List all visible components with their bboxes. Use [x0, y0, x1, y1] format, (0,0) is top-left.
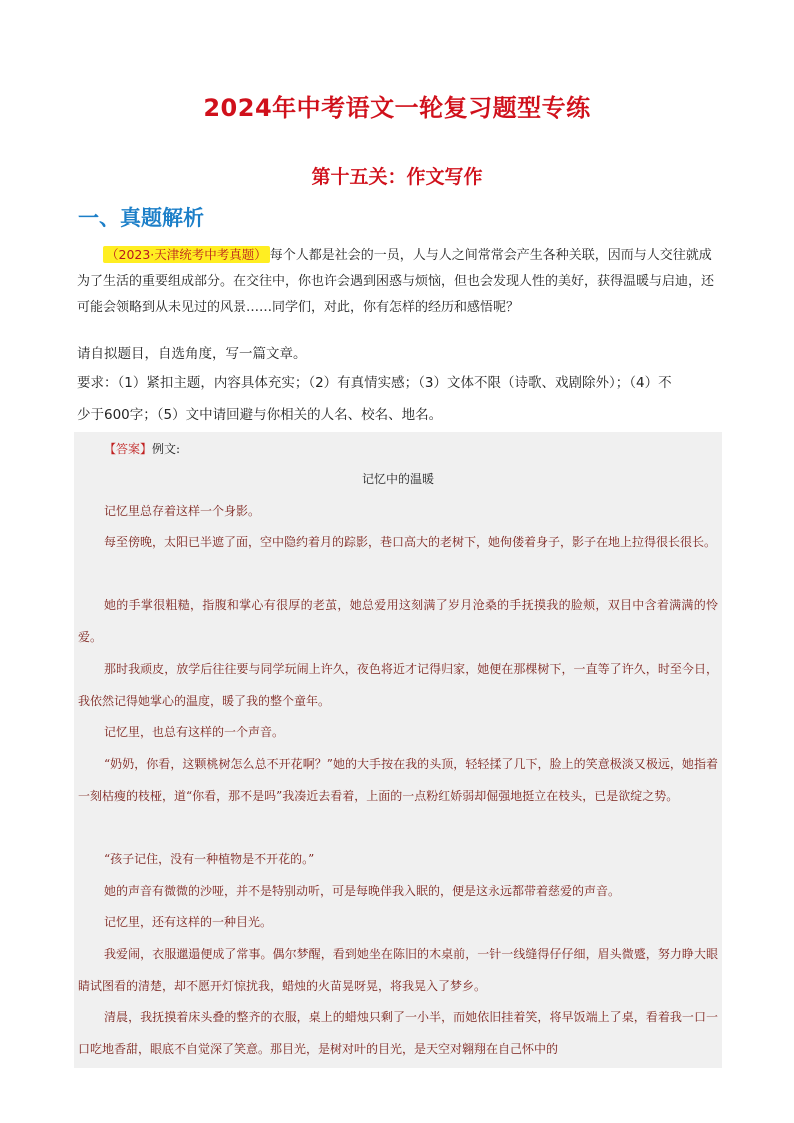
essay-paragraph: 记忆里，还有这样的一种目光。: [104, 915, 273, 929]
answer-header: [104, 440, 180, 457]
requirements-line-1: 要求：（1）紧扣主题，内容具体充实；（2）有真情实感；（3）文体不限（诗歌、戏剧除外）；（4）不: [77, 375, 672, 391]
question-text: 每个人都是社会的一员，人与人之间常常会产生各种关联，因而与人交往就成为了生活的重要组成部分。在交往中，你也许会遇到困惑与烦恼，但也会发现人性的美好，获得温暖与启迪，还可能会领略到从未见过的风景……同学们，对此，你有怎样的经历和感悟呢？: [77, 248, 715, 315]
essay-paragraph: 记忆里总存着这样一个身影。: [104, 504, 261, 518]
source-tag: （2023·天津统考中考真题）: [103, 246, 270, 263]
requirements-line-2: 少于600字；（5）文中请回避与你相关的人名、校名、地名。: [77, 407, 443, 423]
essay-paragraph: 那时我顽皮，放学后往往要与同学玩闹上许久，夜色将近才记得归家，她便在那棵树下，一直等了许久，时至今日，我依然记得她掌心的温度，暖了我的整个童年。: [78, 662, 718, 708]
section-heading: 一、真题解析: [78, 202, 204, 232]
essay-paragraph: “孩子记住，没有一种植物是不开花的。”: [104, 852, 315, 866]
essay-paragraph: “奶奶，你看，这颗桃树怎么总不开花啊？”她的大手按在我的头顶，轻轻揉了几下，脸上的笑意极淡又极远，她指着一刻枯瘦的枝桠，道“你看，那不是吗”我凑近去看着，上面的一点粉红娇弱却倔强地挺立在枝头，已是欲绽之势。: [78, 757, 718, 803]
answer-label-suffix: 例文:: [152, 442, 181, 456]
page-title: 2024年中考语文一轮复习题型专练: [203, 94, 591, 122]
page-subtitle: 第十五关：作文写作: [311, 166, 483, 188]
essay-paragraph: 她的声音有微微的沙哑，并不是特别动听，可是每晚伴我入眠的，便是这永远都带着慈爱的声音。: [104, 884, 621, 898]
question-prompt: [77, 242, 721, 321]
essay-paragraph: 她的手掌很粗糙，指腹和掌心有很厚的老茧，她总爱用这刻满了岁月沧桑的手抚摸我的脸颊，双目中含着满满的怜爱。: [78, 598, 718, 644]
essay-paragraph: 每至傍晚，太阳已半遮了面，空中隐约着月的踪影，巷口高大的老树下，她佝偻着身子，影子在地上拉得很长很长。: [104, 535, 717, 549]
essay-paragraph: 清晨，我抚摸着床头叠的整齐的衣服，桌上的蜡烛只剩了一小半，而她依旧挂着笑，将早饭端上了桌，看着我一口一口吃地香甜，眼底不自觉深了笑意。那目光，是树对叶的目光，是天空对翱翔在自己怀中的: [78, 1010, 718, 1056]
essay-title: 记忆中的温暖: [361, 472, 434, 486]
instruction-text: 请自拟题目，自选角度，写一篇文章。: [77, 346, 307, 362]
essay-paragraph: 记忆里，也总有这样的一个声音。: [104, 725, 285, 739]
answer-label: 【答案】: [104, 442, 153, 456]
essay-paragraph: 我爱闹，衣服邋遢便成了常事。偶尔梦醒，看到她坐在陈旧的木桌前，一针一线缝得仔仔细，眉头微蹙，努力睁大眼睛试图看的清楚，却不愿开灯惊扰我，蜡烛的火苗晃呀晃，将我晃入了梦乡。: [78, 947, 718, 993]
